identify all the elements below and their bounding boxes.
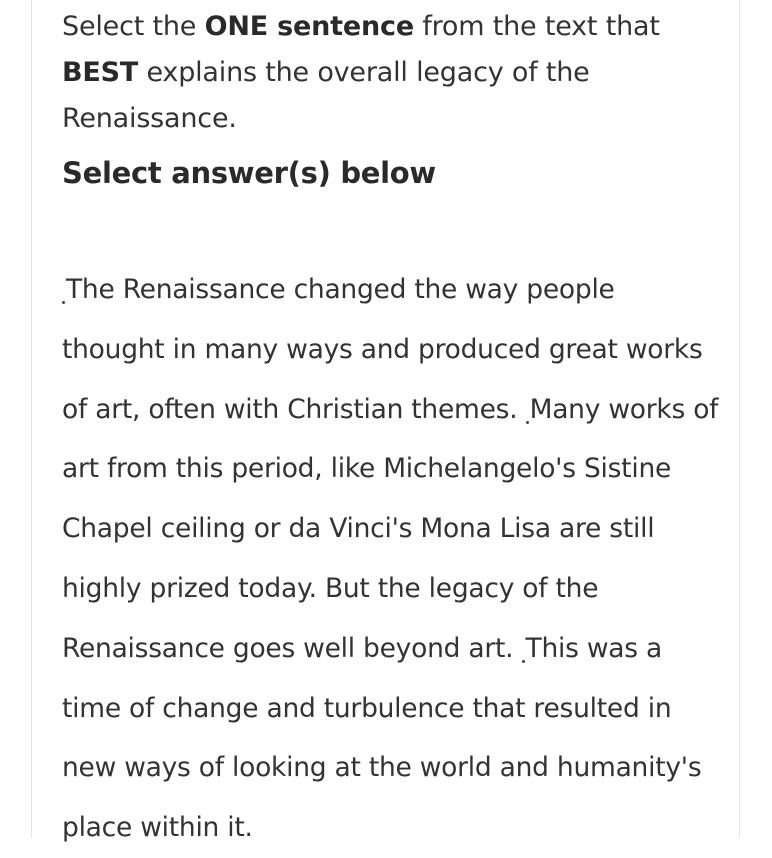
prompt-text: Select the — [62, 11, 205, 42]
prompt-text: explains the overall legacy of the Renaissance. — [62, 57, 590, 134]
prompt-emphasis-one: ONE sentence — [204, 11, 414, 42]
answer-sentence-3[interactable]: This was a time of change and turbulence that resulted in new ways of looking at the world and humanity's place within it. — [62, 632, 702, 844]
question-prompt — [62, 4, 722, 142]
prompt-emphasis-best: BEST — [62, 57, 139, 88]
sentence-marker — [62, 301, 65, 304]
answers-heading: Select answer(s) below — [62, 156, 436, 190]
sentence-marker — [522, 660, 525, 663]
prompt-text: from the text that — [413, 11, 660, 42]
answer-sentence-2[interactable]: Many works of art from this period, like Michelangelo's Sistine Chapel ceiling or da Vinci's Mona Lisa are still highly prized today. But the legacy of the Renaissance goes well beyond art. — [62, 393, 719, 664]
answer-passage — [62, 260, 722, 858]
sentence-marker — [526, 421, 529, 424]
answer-sentence-1[interactable]: The Renaissance changed the way people thought in many ways and produced great works of art, often with Christian themes. — [62, 274, 703, 425]
